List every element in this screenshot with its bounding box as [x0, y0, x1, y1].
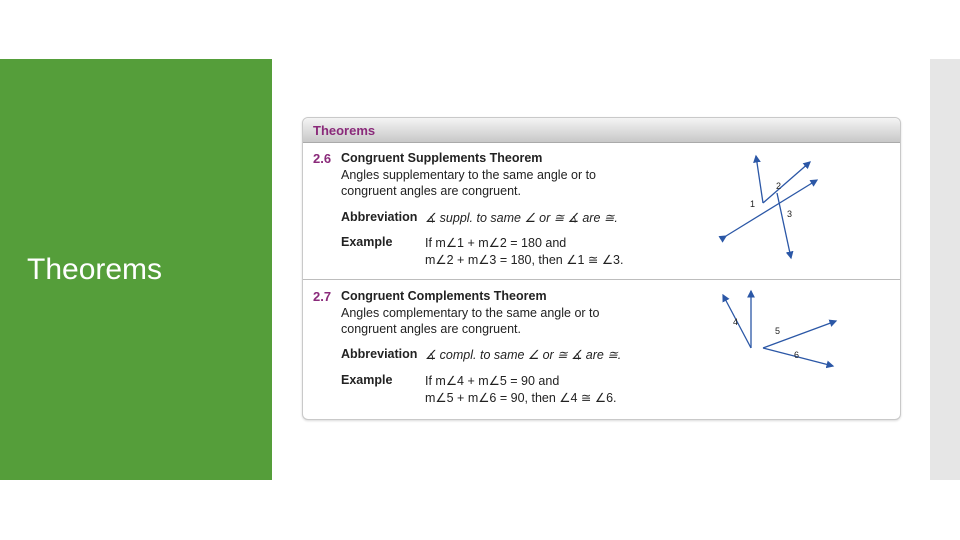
- angle-label: 4: [733, 317, 739, 327]
- theorem-statement-line: congruent angles are congruent.: [341, 322, 521, 336]
- theorem-number: 2.6: [313, 151, 332, 166]
- theorem-name: Congruent Supplements Theorem: [341, 151, 543, 165]
- figure-ray: [726, 180, 817, 236]
- slide-title: Theorems: [27, 253, 163, 286]
- example-line: m∠2 + m∠3 = 180, then ∠1 ≅ ∠3.: [425, 253, 624, 267]
- card-header-title: Theorems: [313, 123, 376, 138]
- example-label: Example: [341, 373, 393, 387]
- theorem-statement-line: Angles supplementary to the same angle or to: [341, 168, 597, 182]
- theorem-name: Congruent Complements Theorem: [341, 289, 547, 303]
- example-label: Example: [341, 235, 393, 249]
- right-scroll-strip: [930, 59, 960, 480]
- complementary-angles-figure: [713, 288, 843, 373]
- abbreviation-text: ∡ compl. to same ∠ or ≅ ∡ are ≅.: [425, 348, 622, 362]
- theorem-statement-line: congruent angles are congruent.: [341, 184, 521, 198]
- angle-label: 1: [750, 199, 756, 209]
- theorem-number: 2.7: [313, 289, 332, 304]
- example-line: m∠5 + m∠6 = 90, then ∠4 ≅ ∠6.: [425, 391, 617, 405]
- example-line: If m∠1 + m∠2 = 180 and: [425, 236, 567, 250]
- example-line: If m∠4 + m∠5 = 90 and: [425, 374, 560, 388]
- card-header: [303, 118, 900, 143]
- theorem-divider: [303, 279, 900, 280]
- angle-label: 5: [775, 326, 781, 336]
- figure-ray: [763, 321, 836, 348]
- theorems-card: [302, 117, 901, 420]
- figure-ray: [756, 156, 763, 203]
- abbreviation-label: Abbreviation: [341, 210, 418, 224]
- angle-label: 2: [776, 181, 782, 191]
- abbreviation-label: Abbreviation: [341, 347, 418, 361]
- figure-ray: [777, 193, 791, 258]
- angle-label: 6: [794, 350, 800, 360]
- angle-label: 3: [787, 209, 793, 219]
- theorem-statement-line: Angles complementary to the same angle or to: [341, 306, 600, 320]
- supplementary-angles-figure: [713, 148, 833, 268]
- figure-ray: [763, 162, 810, 203]
- abbreviation-text: ∡ suppl. to same ∠ or ≅ ∡ are ≅.: [425, 211, 618, 225]
